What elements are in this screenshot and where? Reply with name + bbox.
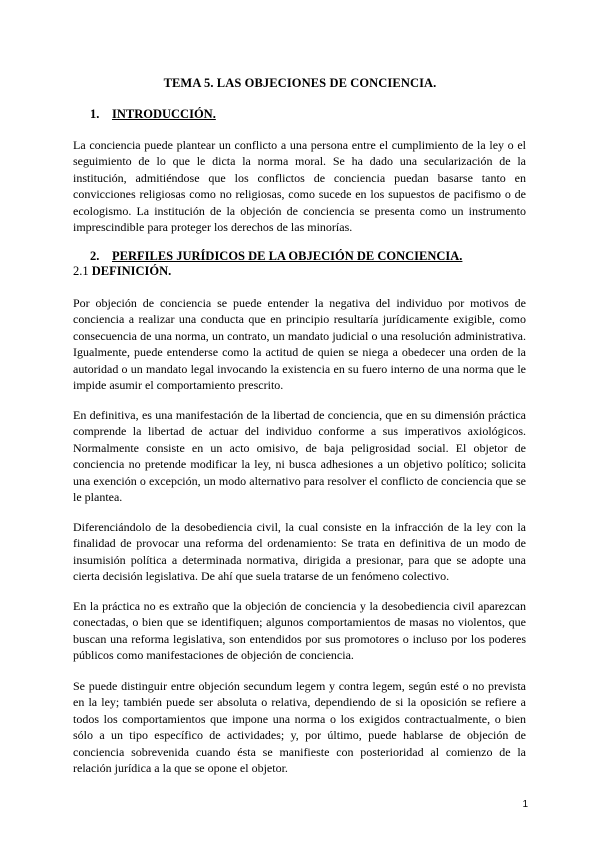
document-title: TEMA 5. LAS OBJECIONES DE CONCIENCIA. [163,76,437,90]
subsection-number: 2.1 [73,264,89,278]
paragraph-definicion-4: En la práctica no es extraño que la objeción de conciencia y la desobediencia civil aparezcan conectadas, o bien que se identifiquen; algunos comportamientos de masas no violentos, que buscan una reforma legislativa, son entendidos por sus promotores o incluso por los poderes públicos como manifestaciones de objeción de conciencia. [73,599,526,663]
paragraph-definicion-5: Se puede distinguir entre objeción secundum legem y contra legem, según esté o no prevista en la ley; también puede ser absoluta o relativa, dependiendo de si la oposición se refiere a todos los comportamientos que impone una norma o los exigidos contractualmente, o bien sólo a un tipo específico de actividades; y, por último, puede hablarse de objeción de conciencia sobrevenida cuando ésta se manifieste con posterioridad al comienzo de la relación jurídica a la que se opone el objetor. [73,679,526,776]
section-number: 1. [90,107,100,121]
subsection-title: DEFINICIÓN. [91,264,172,278]
section-title: PERFILES JURÍDICOS DE LA OBJECIÓN DE CONCIENCIA. [112,249,463,263]
paragraph-introduccion: La conciencia puede plantear un conflicto a una persona entre el cumplimiento de la ley o el seguimiento de lo que le dicta la norma moral. Se ha dado una secularización de la institución, admitiéndose que los conflictos de conciencia puedan basarse tanto en convicciones religiosas como no religiosas, como sucede en los supuestos de pacifismo o de ecologismo. La institución de la objeción de conciencia se presenta como un instrumento imprescindible para proteger los derechos de las minorías. [73,138,526,235]
section-number: 2. [90,249,100,263]
section-heading-introduccion [90,107,216,122]
paragraph-definicion-1: Por objeción de conciencia se puede entender la negativa del individuo por motivos de conciencia a realizar una conducta que en principio resultaría jurídicamente exigible, como consecuencia de una norma, un contrato, un mandato judicial o una resolución administrativa. Igualmente, puede entenderse como la actitud de quien se niega a obedecer una orden de la autoridad o un mandato legal invocando la existencia en su fuero interno de una norma que le impide asumir el comportamiento prescrito. [73,296,526,393]
paragraph-definicion-3: Diferenciándolo de la desobediencia civil, la cual consiste en la infracción de la ley con la finalidad de provocar una reforma del ordenamiento: Se trata en definitiva de un modo de insumisión política a determinada normativa, dirigida a presionar, para que se adopte una cierta decisión legislativa. De ahí que suela tratarse de un fenómeno colectivo. [73,520,526,584]
section-heading-perfiles-juridicos [90,249,462,264]
page-number: 1 [522,799,528,810]
paragraph-definicion-2: En definitiva, es una manifestación de la libertad de conciencia, que en su dimensión práctica comprende la libertad de actuar del individuo conforme a sus imperativos axiológicos. Normalmente consiste en un acto omisivo, de baja peligrosidad social. El objetor de conciencia no pretende modificar la ley, ni busca adhesiones a un objetivo político; solicita una exención o excepción, un modo alternativo para resolver el conflicto de conciencia que se le plantea. [73,408,526,505]
subsection-heading-definicion [73,264,171,279]
section-title: INTRODUCCIÓN. [112,107,216,121]
